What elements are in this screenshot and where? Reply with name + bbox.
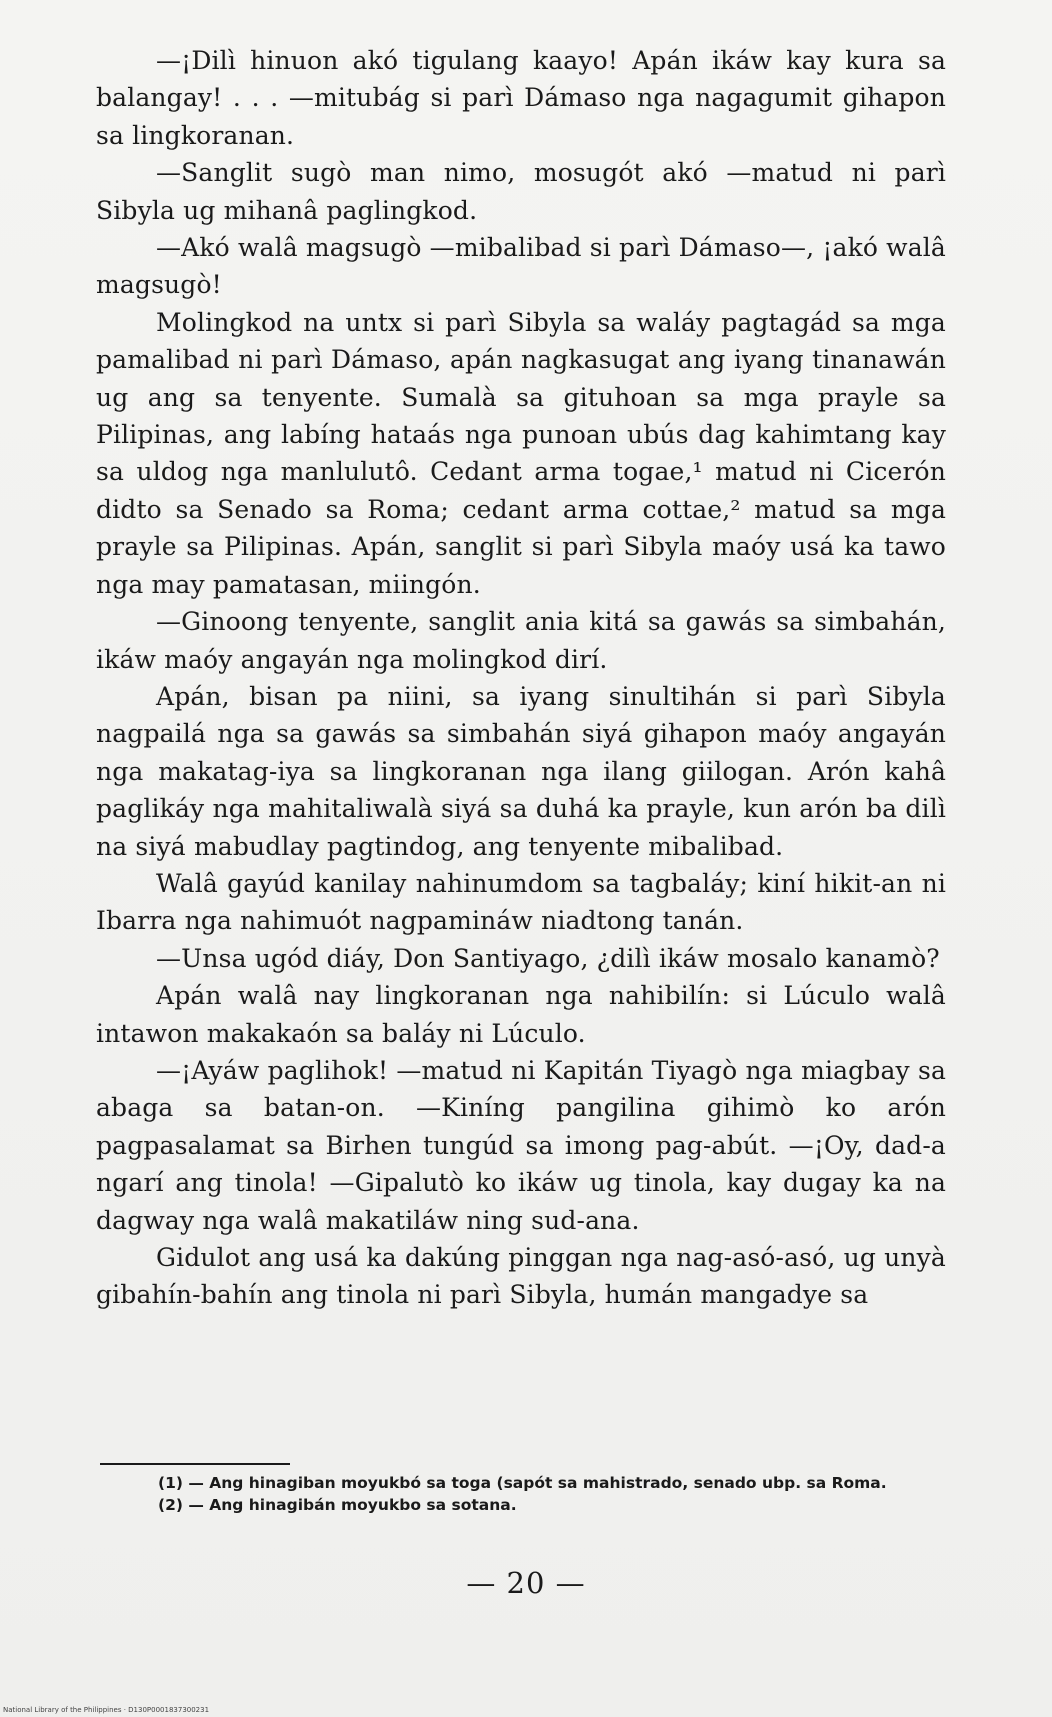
paragraph-6: Apán, bisan pa niini, sa iyang sinultihán si parì Sibyla nagpailá nga sa gawás sa simbahán siyá gihapon maóy angayán nga makatag-iya sa lingkoranan nga ilang giilogan. Arón kahâ paglikáy nga mahitaliwalà siyá sa duhá ka prayle, kun arón ba dilì na siyá mabudlay pagtindog, ang tenyente mibalibad. xyxy=(96,681,946,861)
paragraph-2: —Sanglit sugò man nimo, mosugót akó —matud ni parì Sibyla ug mihanâ paglingkod. xyxy=(96,158,946,225)
footnote-divider xyxy=(100,1463,290,1465)
paragraph-4: Molingkod na untx si parì Sibyla sa waláy pagtagád sa mga pamalibad ni parì Dámaso, apán nagkasugat ang iyang tinanawán ug ang sa tenyente. Sumalà sa gituhoan sa mga prayle sa Pilipinas, ang labíng hataás nga punoan ubús dag kahimtang kay sa uldog nga manlulutô. Cedant arma togae,¹ matud ni Cicerón didto sa Senado sa Roma; cedant arma cottae,² matud sa mga prayle sa Pilipinas. Apán, sanglit si parì Sibyla maóy usá ka tawo nga may pamatasan, miingón. xyxy=(96,307,946,599)
scan-credit: National Library of the Philippines · D130P0001837300231 xyxy=(3,1706,210,1714)
paragraph-10: —¡Ayáw paglihok! —matud ni Kapitán Tiyagò nga miagbay sa abaga sa batan-on. —Kiníng pangilina gihimò ko arón pagpasalamat sa Birhen tungúd sa imong pag-abút. —¡Oy, dad-a ngarí ang tinola! —Gipalutò ko ikáw ug tinola, kay dugay ka na dagway nga walâ makatiláw ning sud-ana. xyxy=(96,1055,946,1235)
paragraph-3: —Akó walâ magsugò —mibalibad si parì Dámaso—, ¡akó walâ magsugò! xyxy=(96,233,946,300)
page-number: — 20 — xyxy=(466,1566,586,1600)
footnote-2: (2) — Ang hinagibán moyukbo sa sotana. xyxy=(158,1496,517,1514)
paragraph-11: Gidulot ang usá ka dakúng pinggan nga nag-asó-asó, ug unyà gibahín-bahín ang tinola ni parì Sibyla, humán mangadye sa xyxy=(96,1243,946,1310)
paragraph-7: Walâ gayúd kanilay nahinumdom sa tagbaláy; kiní hikit-an ni Ibarra nga nahimuót nagpamináw niadtong tanán. xyxy=(96,868,946,936)
body-text xyxy=(96,42,946,1314)
footnote-1: (1) — Ang hinagiban moyukbó sa toga (sapót sa mahistrado, senado ubp. sa Roma. xyxy=(158,1474,887,1492)
footnotes xyxy=(96,1472,946,1516)
paragraph-8: —Unsa ugód diáy, Don Santiyago, ¿dilì ikáw mosalo kanamò? xyxy=(156,943,940,973)
paragraph-5: —Ginoong tenyente, sanglit ania kitá sa gawás sa simbahán, ikáw maóy angayán nga molingkod dirí. xyxy=(96,607,946,674)
paragraph-9: Apán walâ nay lingkoranan nga nahibilín: si Lúculo walâ intawon makakaón sa baláy ni Lúculo. xyxy=(96,981,946,1048)
paragraph-1: —¡Dilì hinuon akó tigulang kaayo! Apán ikáw kay kura sa balangay! . . . —mitubág si parì Dámaso nga nagagumit gihapon sa lingkoranan. xyxy=(96,46,946,150)
